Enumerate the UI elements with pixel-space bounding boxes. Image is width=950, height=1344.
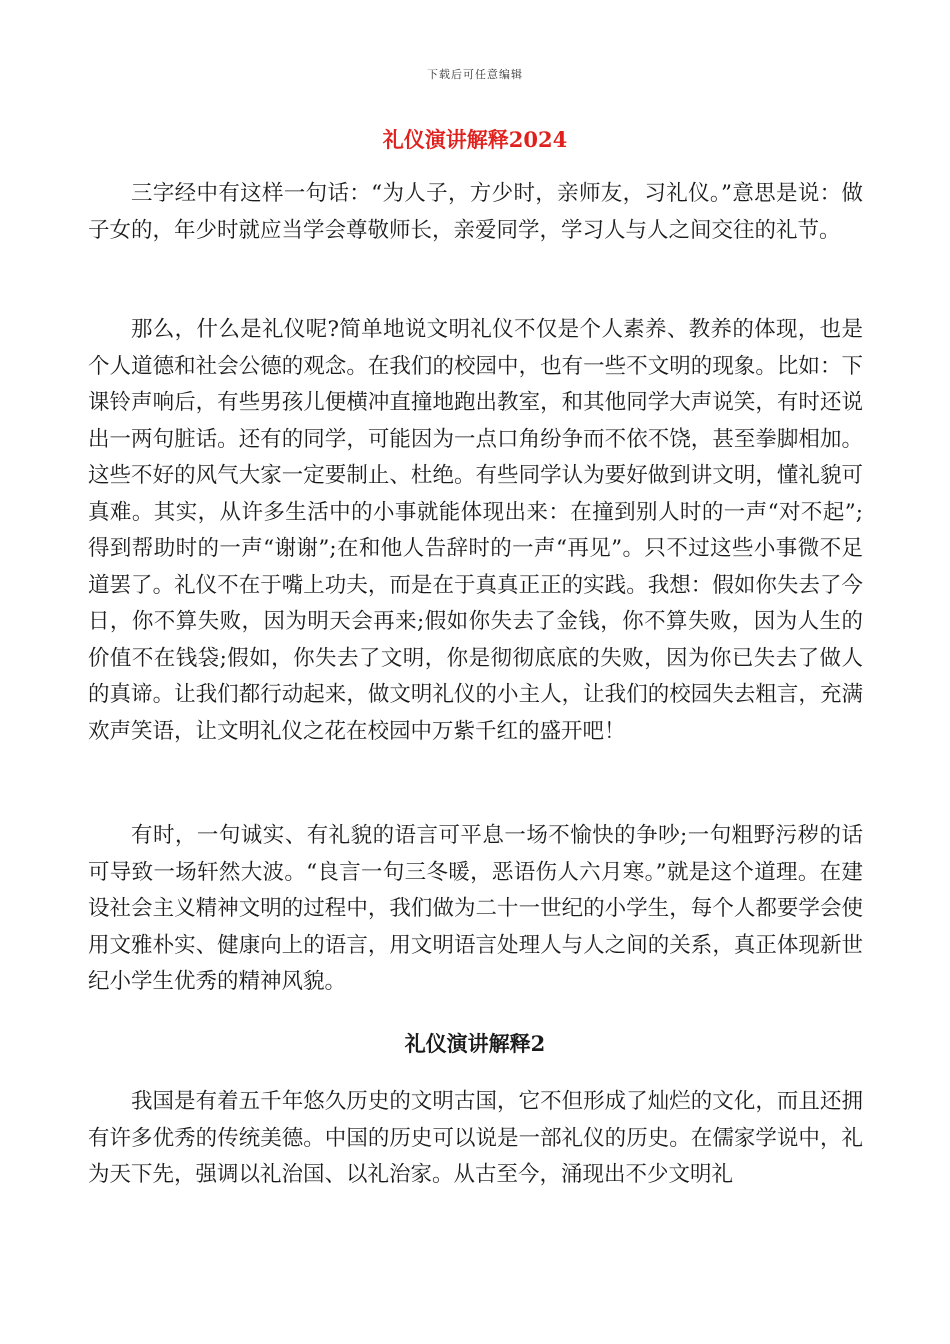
paragraph-2: 那么，什么是礼仪呢?简单地说文明礼仪不仅是个人素养、教养的体现，也是个人道德和社会公德的观念。在我们的校园中，也有一些不文明的现象。比如：下课铃声响后，有些男孩儿便横冲直撞地跑出教室，和其他同学大声说笑，有时还说出一两句脏话。还有的同学，可能因为一点口角纷争而不依不饶，甚至拳脚相加。这些不好的风气大家一定要制止、杜绝。有些同学认为要好做到讲文明，懂礼貌可真难。其实，从许多生活中的小事就能体现出来：在撞到别人时的一声“对不起”;得到帮助时的一声“谢谢”;在和他人告辞时的一声“再见”。只不过这些小事微不足道罢了。礼仪不在于嘴上功夫，而是在于真真正正的实践。我想：假如你失去了今日，你不算失败，因为明天会再来;假如你失去了金钱，你不算失败，因为人生的价值不在钱袋;假如，你失去了文明，你是彻彻底底的失败，因为你已失去了做人的真谛。让我们都行动起来，做文明礼仪的小主人，让我们的校园失去粗言，充满欢声笑语，让文明礼仪之花在校园中万紫千红的盛开吧！	[88, 317, 863, 744]
document-title: 礼仪演讲解释2024	[382, 127, 568, 152]
paragraph-1: 三字经中有这样一句话：“为人子，方少时，亲师友，习礼仪。”意思是说：做子女的，年少时就应当学会尊敬师长，亲爱同学，学习人与人之间交往的礼节。	[88, 181, 863, 243]
section-paragraph-1: 我国是有着五千年悠久历史的文明古国，它不但形成了灿烂的文化，而且还拥有许多优秀的传统美德。中国的历史可以说是一部礼仪的历史。在儒家学说中，礼为天下先，强调以礼治国、以礼治家。从古至今，涌现出不少文明礼	[88, 1089, 863, 1187]
paragraph-3: 有时，一句诚实、有礼貌的语言可平息一场不愉快的争吵;一句粗野污秽的话可导致一场轩然大波。“良言一句三冬暖，恶语伤人六月寒。”就是这个道理。在建设社会主义精神文明的过程中，我们做为二十一世纪的小学生，每个人都要学会使用文雅朴实、健康向上的语言，用文明语言处理人与人之间的关系，真正体现新世纪小学生优秀的精神风貌。	[88, 823, 863, 994]
section-title: 礼仪演讲解释2	[404, 1031, 546, 1056]
header-note: 下载后可任意编辑	[427, 68, 523, 81]
